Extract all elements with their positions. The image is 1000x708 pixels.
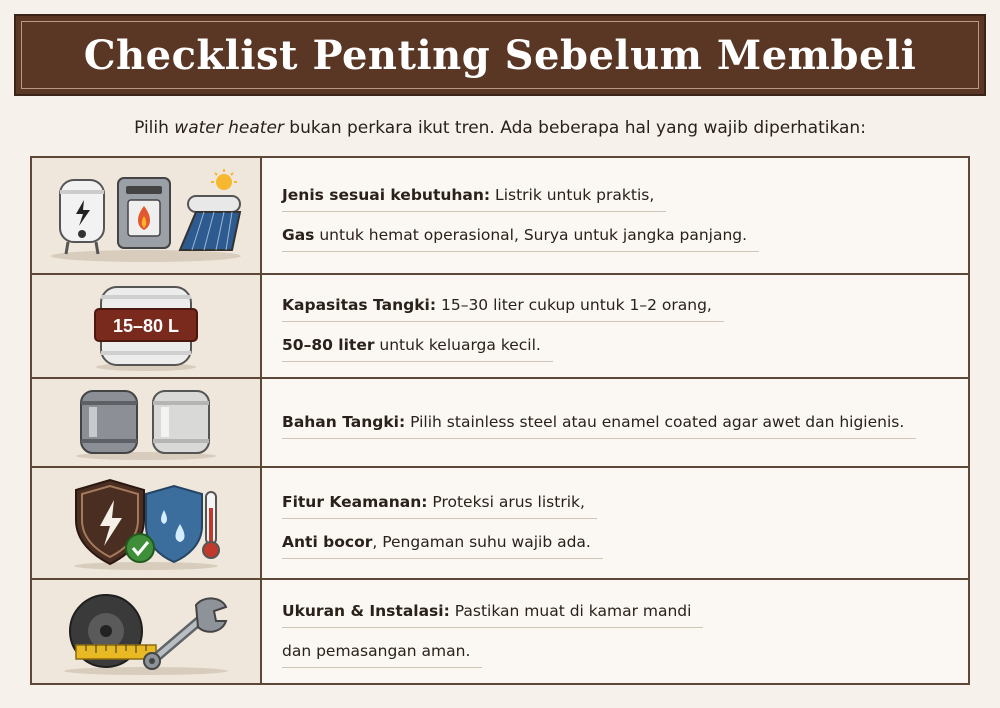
row-line-bold: Gas (282, 225, 315, 244)
checklist-row-installation (32, 580, 968, 683)
checklist-row-safety (32, 468, 968, 580)
page-title: Checklist Penting Sebelum Membeli (83, 31, 917, 79)
row-line-bold: Anti bocor (282, 533, 373, 551)
tape-wrench-icon (32, 580, 262, 683)
row-line-text: , Pengaman suhu wajib ada. (372, 533, 591, 551)
checklist-table (30, 156, 970, 685)
row-line (282, 330, 553, 362)
row-line-text: untuk keluarga kecil. (374, 336, 541, 354)
row-text (282, 158, 958, 273)
intro-text (0, 118, 1000, 138)
tank-capacity-icon (32, 275, 262, 377)
row-line (282, 220, 759, 252)
tank-label: 15–80 L (112, 316, 180, 336)
row-line-text: dan pemasangan aman. (282, 641, 471, 660)
row-line-text: Listrik untuk praktis, (490, 185, 655, 204)
water-heater-types-icon (32, 158, 262, 273)
checklist-row-capacity (32, 275, 968, 379)
row-line (282, 180, 666, 212)
row-line-bold: Fitur Keamanan: (282, 493, 428, 511)
row-line (282, 407, 916, 439)
row-line-bold: Kapasitas Tangki: (282, 296, 437, 314)
tank-material-icon (32, 379, 262, 466)
title-banner (14, 14, 986, 96)
row-line-text: Pilih stainless steel atau enamel coated agar awet dan higienis. (405, 412, 905, 431)
row-line-text: untuk hemat operasional, Surya untuk jangka panjang. (314, 225, 748, 244)
safety-shield-icon (32, 468, 262, 578)
row-line-bold: 50–80 liter (282, 336, 375, 354)
row-line (282, 487, 597, 519)
row-line (282, 596, 703, 628)
intro-after: bukan perkara ikut tren. Ada beberapa hal yang wajib diperhatikan: (283, 118, 866, 138)
row-line (282, 527, 603, 559)
intro-before: Pilih (134, 118, 175, 138)
intro-emphasis: water heater (174, 118, 284, 138)
row-text (282, 275, 958, 377)
checklist-row-material (32, 379, 968, 468)
row-text (282, 580, 958, 683)
checklist-row-type (32, 158, 968, 275)
row-text (282, 379, 958, 466)
row-line-text: 15–30 liter cukup untuk 1–2 orang, (436, 296, 712, 314)
row-line (282, 636, 482, 668)
row-line-bold: Jenis sesuai kebutuhan: (282, 185, 491, 204)
row-line-text: Proteksi arus listrik, (427, 493, 585, 511)
row-line-text: Pastikan muat di kamar mandi (449, 601, 692, 620)
row-line-bold: Ukuran & Instalasi: (282, 601, 450, 620)
row-line (282, 290, 724, 322)
row-line-bold: Bahan Tangki: (282, 412, 406, 431)
row-text (282, 468, 958, 578)
